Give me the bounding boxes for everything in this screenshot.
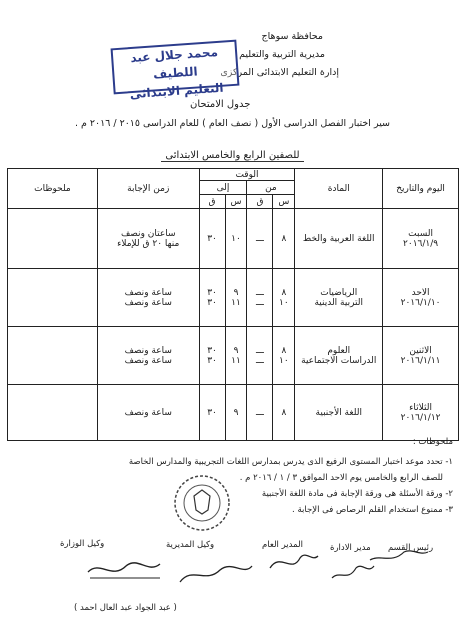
subject-cell: اللغة الأجنبية (295, 385, 383, 441)
duration-cell: ساعة ونصف (97, 385, 199, 441)
duration-cell: ساعة ونصف ساعة ونصف (97, 327, 199, 385)
signature-general-director: المدير العام (262, 540, 303, 550)
header-to: إلى (199, 181, 247, 195)
handwritten-signatures (0, 530, 460, 590)
to-hour-cell: ٩ (225, 385, 247, 441)
notes-cell (8, 269, 98, 327)
header-from-min: ق (247, 195, 273, 209)
header-duration: زمن الإجابة (97, 169, 199, 209)
day-cell: الثلاثاء ٢٠١٦/١/١٢ (383, 385, 459, 441)
subject-cell: اللغة العربية والخط (295, 209, 383, 269)
directorate-label: مديرية التربية والتعليم (239, 49, 325, 60)
header-subject: المادة (295, 169, 383, 209)
notes-cell (8, 327, 98, 385)
day-cell: السبت ٢٠١٦/١/٩ (383, 209, 459, 269)
note-1: ١- تحدد موعد اختبار المستوى الرفيع الذى يدرس بمدارس اللغات التجريبية والمدارس الخاصة (128, 457, 453, 467)
table-row (8, 209, 459, 269)
subject-cell: الرياضيات التربية الدينية (295, 269, 383, 327)
from-min-cell: ـــ ـــ (247, 269, 273, 327)
duration-cell: ساعتان ونصف منها ٢٠ ق للإملاء (97, 209, 199, 269)
exam-description: سير اختبار الفصل الدراسى الأول ( نصف العام ) للعام الدراسى ٢٠١٥ / ٢٠١٦ م . (74, 118, 391, 129)
to-min-cell: ٣٠ ٣٠ (199, 269, 225, 327)
subject-cell: العلوم الدراسات الاجتماعية (295, 327, 383, 385)
note-2: ٢- ورقة الأسئلة هى ورقة الإجابة فى مادة اللغة الأجنبية (261, 489, 453, 499)
stamp-dept: التعليم الابتدائى (129, 80, 224, 102)
notes-cell (8, 385, 98, 441)
signature-admin-director: مدير الادارة (330, 543, 371, 553)
to-min-cell: ٣٠ ٣٠ (199, 327, 225, 385)
signature-deputy-directorate: وكيل المديرية (166, 540, 215, 550)
from-hour-cell: ٨ ١٠ (273, 327, 295, 385)
signatory-name: ( عبد الجواد عبد العال احمد ) (74, 603, 177, 613)
header-notes: ملحوظات (8, 169, 98, 209)
note-3: ٣- ممنوع استخدام القلم الرصاص فى الإجابة . (292, 505, 453, 515)
from-hour-cell: ٨ ١٠ (273, 269, 295, 327)
schedule-title: جدول الامتحان (190, 99, 251, 110)
header-from: من (247, 181, 295, 195)
notes-heading: ملحوظات : (412, 437, 453, 447)
governorate-label: محافظة سوهاج (261, 31, 323, 42)
header-time: الوقت (199, 169, 295, 181)
header-to-min: ق (199, 195, 225, 209)
day-cell: الاثنين ٢٠١٦/١/١١ (383, 327, 459, 385)
to-hour-cell: ٩ ١١ (225, 327, 247, 385)
administration-label: إدارة التعليم الابتدائى المركزى (220, 67, 339, 78)
signature-deputy-ministry: وكيل الوزارة (60, 539, 105, 549)
from-hour-cell: ٨ (273, 385, 295, 441)
header-day-date: اليوم والتاريخ (383, 169, 459, 209)
to-min-cell: ٣٠ (199, 385, 225, 441)
duration-cell: ساعة ونصف ساعة ونصف (97, 269, 199, 327)
from-min-cell: ـــ (247, 209, 273, 269)
table-row (8, 327, 459, 385)
table-row (8, 269, 459, 327)
header-to-hour: س (225, 195, 247, 209)
from-min-cell: ـــ (247, 385, 273, 441)
to-hour-cell: ٩ ١١ (225, 269, 247, 327)
grades-subtitle-text: للصفين الرابع والخامس الابتدائى (161, 150, 303, 162)
exam-schedule-table (7, 168, 459, 441)
to-min-cell: ٣٠ (199, 209, 225, 269)
to-hour-cell: ١٠ (225, 209, 247, 269)
signature-section-head: رئيس القسم (388, 543, 434, 553)
eagle-seal-icon (172, 472, 232, 534)
header-from-hour: س (273, 195, 295, 209)
day-cell: الاحد ٢٠١٦/١/١٠ (383, 269, 459, 327)
note-1-cont: للصف الرابع والخامس يوم الاحد الموافق ٣ / ١ / ٢٠١٦ م . (239, 473, 443, 483)
grades-subtitle (0, 150, 465, 161)
notes-cell (8, 209, 98, 269)
official-stamp (111, 40, 240, 102)
from-hour-cell: ٨ (273, 209, 295, 269)
stamp-name: محمد جلال عبد اللطيف (129, 44, 219, 82)
table-row (8, 385, 459, 441)
from-min-cell: ـــ ـــ (247, 327, 273, 385)
